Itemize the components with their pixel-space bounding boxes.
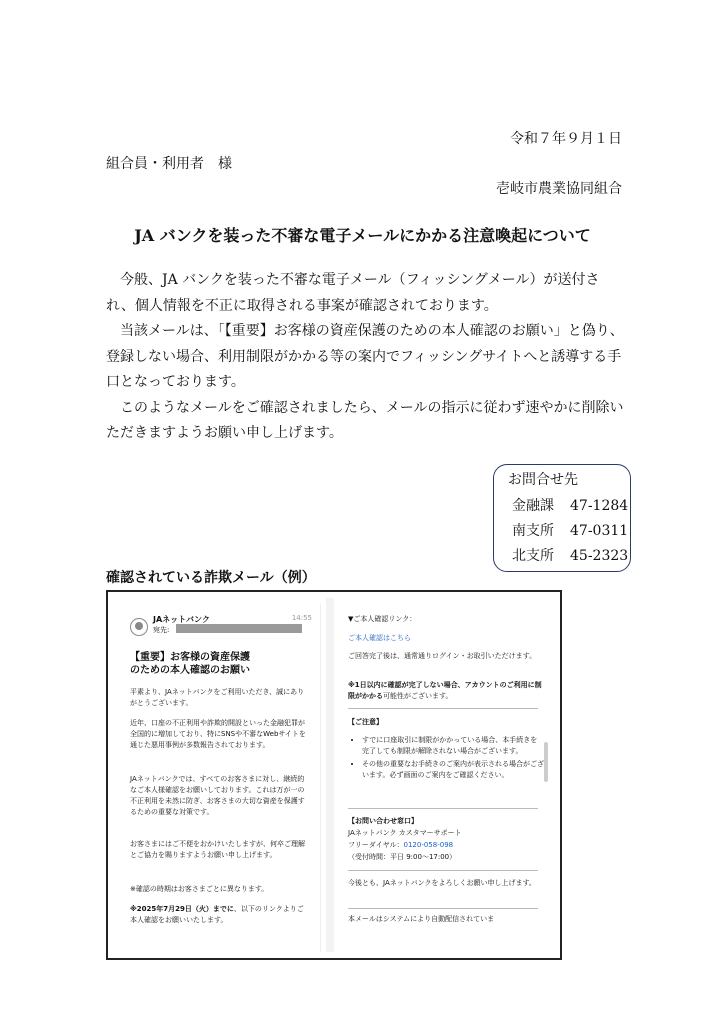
email-subject: 【重要】お客様の資産保護 のための本人確認のお願い	[130, 652, 250, 676]
notice-item: • その他の重要なお手続きのご案内が表示される場合がございます。必ず画面のご案内をご確認ください。	[362, 759, 544, 781]
warning-text-main: ※1日以内に確認が完了しない場合、アカウントのご利用に制限がかかる	[348, 681, 542, 700]
contact-row	[512, 495, 628, 515]
scrollbar[interactable]	[544, 742, 548, 782]
contact-number: 47-1284	[570, 498, 629, 514]
email-paragraph: お客さまにはご不便をおかけいたしますが、何卒ご理解とご協力を賜りますようお願い申し上げます。	[130, 840, 305, 859]
contact-dept: 金融課	[512, 498, 554, 514]
body-paragraph-1: 今般、JA バンクを装った不審な電子メール（フィッシングメール）が送付され、個人情報を不正に取得される事案が確認されております。	[106, 272, 600, 314]
contact-dept: 北支所	[512, 548, 554, 564]
contact-row	[512, 520, 628, 540]
notice-heading: 【ご注意】	[348, 718, 383, 726]
phishing-link: ご本人確認はこちら	[348, 634, 411, 642]
avatar-icon	[130, 618, 148, 636]
email-paragraph: 平素より、JAネットバンクをご利用いただき、誠にありがとうございます。	[130, 688, 305, 707]
email-pane-right	[340, 604, 548, 952]
email-paragraph: JAネットバンクでは、すべてのお客さまに対し、継続的なご本人様確認をお願いしております。これは万が一の不正利用を未然に防ぎ、お客さまの大切な資産を保護するための重要な対策です。	[130, 775, 305, 816]
inquiry-name: JAネットバンク カスタマーサポート	[348, 829, 462, 837]
email-sender: JAネットバンク	[153, 615, 210, 624]
separator	[348, 908, 538, 909]
free-dial-label: フリーダイヤル：	[348, 841, 404, 849]
email-pane-left	[120, 604, 321, 952]
contact-number: 45-2323	[570, 548, 629, 564]
free-dial	[348, 840, 544, 851]
sender-organization: 壱岐市農業協同組合	[496, 181, 622, 197]
notice-list	[348, 735, 544, 783]
email-to-label: 宛先:	[153, 626, 170, 634]
addressee: 組合員・利用者 様	[106, 156, 232, 172]
footer-text: 本メールはシステムにより自動配信されていま	[348, 915, 495, 923]
email-paragraph: ※確認の時期はお客さまごとに異なります。	[130, 885, 269, 893]
email-time: 14:55	[291, 614, 312, 622]
contact-dept: 南支所	[512, 523, 554, 539]
link-heading: ▼ご本人確認リンク：	[348, 615, 417, 623]
phishing-email-screenshot	[106, 590, 562, 960]
separator	[348, 708, 538, 709]
separator	[348, 808, 538, 809]
email-deadline-rest: 、以下のリンクよりご本人確認をお願いいたします。	[130, 905, 304, 924]
warning-text	[348, 680, 544, 702]
body-text	[106, 268, 626, 447]
after-link-text: ご回答完了後は、通常通りログイン・お取引いただけます。	[348, 652, 537, 660]
contact-box	[493, 464, 631, 572]
body-paragraph-3: このようなメールをご確認されましたら、メールの指示に従わず速やかに削除いただきますようお願い申し上げます。	[106, 399, 624, 441]
document-title: JA バンクを装った不審な電子メールにかかる注意喚起について	[134, 226, 591, 245]
separator	[348, 870, 538, 871]
closing-text: 今後とも、JAネットバンクをよろしくお願い申し上げます。	[348, 879, 536, 887]
contact-number: 47-0311	[570, 523, 629, 539]
example-title: 確認されている詐欺メール（例）	[106, 570, 316, 586]
contact-title: お問合せ先	[508, 472, 578, 488]
email-deadline: ※2025年7月29日（火）までに	[130, 905, 234, 913]
email-paragraph	[130, 904, 306, 926]
inquiry-hours: （受付時間：平日 9:00～17:00）	[348, 853, 457, 861]
inquiry-heading: 【お問い合わせ窓口】	[348, 817, 418, 825]
document-date: 令和７年９月１日	[510, 131, 622, 147]
redacted-recipient	[176, 624, 302, 633]
warning-text-tail: 可能性がございます。	[383, 692, 453, 700]
pane-divider	[326, 598, 334, 952]
body-paragraph-2: 当該メールは、「【重要】お客様の資産保護のための本人確認のお願い」と偽り、登録しない場合、利用制限がかかる等の案内でフィッシングサイトへと誘導する手口となっております。	[106, 323, 624, 390]
free-dial-number: 0120-058-098	[403, 841, 454, 849]
email-paragraph: 近年、口座の不正利用や詐欺的開設といった金融犯罪が全国的に増加しており、特にSNSや不審なWebサイトを通じた悪用事例が多数報告されております。	[130, 719, 306, 749]
notice-item: • すでに口座取引に制限がかかっている場合、本手続きを完了しても制限が解除されない場合がございます。	[362, 735, 544, 757]
contact-row	[512, 545, 628, 565]
